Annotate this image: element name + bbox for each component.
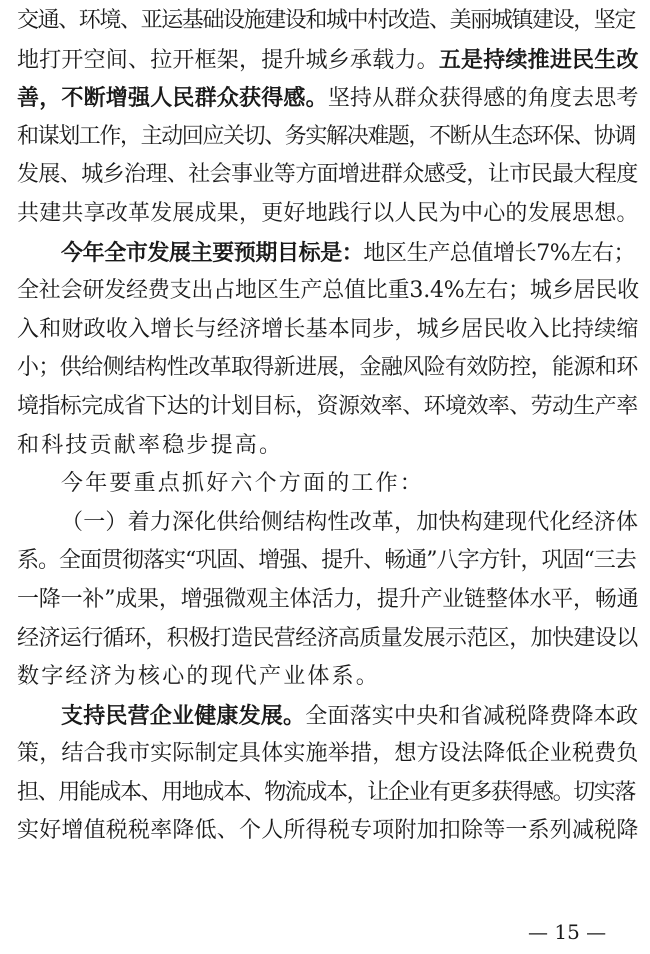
- text-line: [17, 118, 640, 157]
- text-segment: 经济运行循环，积极打造民营经济高质量发展示范区，加快建设以: [17, 625, 638, 651]
- bold-text-segment: 支持民营企业健康发展。: [61, 702, 306, 729]
- bold-text-segment: 今年全市发展主要预期目标是：: [61, 239, 364, 266]
- text-segment: 坚持从群众获得感的角度去思考: [327, 86, 639, 112]
- text-segment: 和科技贡献率稳步提高。: [17, 432, 284, 458]
- text-line: [17, 697, 640, 736]
- text-segment: 策，结合我市实际制定具体实施举措，想方设法降低企业税费负: [17, 741, 639, 767]
- text-segment: 全面落实中央和省减税降费降本政: [305, 703, 639, 729]
- text-line: [17, 427, 640, 466]
- text-segment: 交通、环境、亚运基础设施建设和城中村改造、美丽城镇建设，坚定: [17, 8, 636, 33]
- text-segment: 入和财政收入增长与经济增长基本同步，城乡居民收入比持续缩: [17, 316, 639, 342]
- text-segment: 系。全面贯彻落实“巩固、增强、提升、畅通”八字方针，巩固“三去: [17, 548, 636, 574]
- text-line: [17, 620, 640, 659]
- body-text: [17, 2, 640, 851]
- text-line: [17, 812, 640, 851]
- page-number: — 15 —: [528, 920, 607, 944]
- text-line: [17, 311, 640, 350]
- text-segment: 地区生产总值增长7%左右；: [363, 240, 636, 266]
- text-line: [17, 465, 640, 504]
- bold-text-segment: 五是持续推进民生改: [438, 46, 639, 73]
- text-segment: 小；供给侧结构性改革取得新进展，金融风险有效防控，能源和环: [17, 355, 638, 381]
- text-segment: 担、用能成本、用地成本、物流成本，让企业有更多获得感。切实落: [17, 779, 636, 805]
- text-line: [17, 79, 640, 118]
- text-segment: 数字经济为核心的现代产业体系。: [17, 664, 381, 690]
- text-line: [17, 774, 640, 813]
- text-segment: 一降一补”成果，增强微观主体活力，提升产业链整体水平，畅通: [17, 586, 639, 612]
- text-line: [17, 41, 640, 80]
- bold-text-segment: 善，不断增强人民群众获得感。: [17, 85, 328, 112]
- text-line: [17, 349, 640, 388]
- text-segment: 全社会研发经费支出占地区生产总值比重3.4%左右；城乡居民收: [17, 278, 639, 304]
- text-segment: 实好增值税税率降低、个人所得税专项附加扣除等一系列减税降: [17, 818, 639, 844]
- text-line: [17, 2, 640, 41]
- text-line: [17, 272, 640, 311]
- text-line: [17, 581, 640, 620]
- text-segment: 发展、城乡治理、社会事业等方面增进群众感受，让市民最大程度: [17, 162, 638, 188]
- text-segment: 境指标完成省下达的计划目标，资源效率、环境效率、劳动生产率: [17, 393, 638, 419]
- text-line: [17, 735, 640, 774]
- text-line: [17, 234, 640, 273]
- text-line: [17, 658, 640, 697]
- text-line: [17, 542, 640, 581]
- text-line: [17, 195, 640, 234]
- text-segment: 今年要重点抓好六个方面的工作：: [61, 471, 425, 497]
- text-segment: 地打开空间、拉开框架，提升城乡承载力。: [17, 47, 439, 73]
- text-segment: 和谋划工作，主动回应关切、务实解决难题，不断从生态环保、协调: [17, 123, 636, 149]
- text-line: [17, 156, 640, 195]
- text-line: [17, 504, 640, 543]
- text-line: [17, 388, 640, 427]
- text-segment: （一）着力深化供给侧结构性改革，加快构建现代化经济体: [61, 509, 639, 535]
- text-segment: 共建共享改革发展成果，更好地践行以人民为中心的发展思想。: [17, 200, 639, 226]
